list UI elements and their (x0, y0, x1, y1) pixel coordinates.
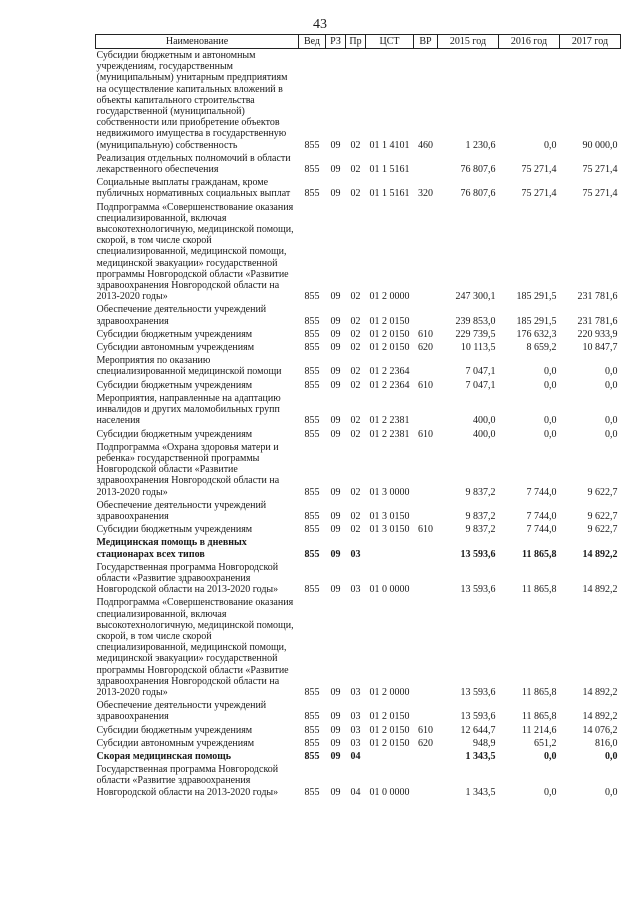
row-rz: 09 (330, 584, 341, 596)
row-value-2017: 14 892,2 (582, 686, 618, 698)
table-row (96, 392, 621, 428)
row-value-2016: 11 214,6 (521, 724, 557, 736)
row-value-2017: 14 892,2 (582, 584, 618, 596)
table-row (96, 303, 621, 327)
row-value-2017: 0,0 (605, 366, 618, 378)
row-ved: 855 (304, 486, 320, 498)
header-rz: РЗ (326, 35, 346, 49)
row-ved: 855 (304, 724, 320, 736)
row-pr: 02 (350, 366, 361, 378)
row-cst: 01 1 5161 (369, 164, 410, 176)
table-row (96, 441, 621, 499)
row-vr (414, 152, 438, 176)
header-pr: Пр (346, 35, 366, 49)
row-pr: 02 (350, 164, 361, 176)
row-cst: 01 3 0150 (369, 524, 410, 536)
row-pr: 02 (350, 291, 361, 303)
row-ved: 855 (304, 315, 320, 327)
row-value-2016: 7 744,0 (526, 486, 557, 498)
table-row (96, 341, 621, 354)
row-vr (414, 303, 438, 327)
row-pr: 03 (350, 548, 361, 560)
row-ved: 855 (304, 510, 320, 522)
row-cst: 01 0 0000 (369, 584, 410, 596)
row-value-2016: 0,0 (544, 379, 557, 391)
row-value-2015: 948,9 (473, 737, 496, 749)
header-cst: ЦСТ (366, 35, 414, 49)
row-rz: 09 (330, 291, 341, 303)
table-body (96, 49, 621, 799)
table-row (96, 201, 621, 304)
table-row (96, 561, 621, 597)
row-cst: 01 2 0150 (369, 737, 410, 749)
row-value-2015: 13 593,6 (460, 548, 496, 560)
row-pr: 02 (350, 415, 361, 427)
row-name: Субсидии бюджетным учреждениям (96, 724, 253, 736)
row-pr: 02 (350, 188, 361, 200)
row-value-2017: 231 781,6 (577, 315, 618, 327)
row-name: Подпрограмма «Охрана здоровья матери и ребенка» государственной программы Новгородской области «Развитие здравоохранения Новгородской области на 2013-2020 годы» (96, 441, 280, 498)
row-rz: 09 (330, 686, 341, 698)
row-value-2017: 816,0 (595, 737, 618, 749)
row-value-2015: 76 807,6 (460, 188, 496, 200)
row-cst: 01 2 2381 (369, 415, 410, 427)
row-rz: 09 (330, 524, 341, 536)
header-2016: 2016 год (499, 35, 560, 49)
row-name: Подпрограмма «Совершенствование оказания специализированной, включая высокотехнологичную, медицинской помощи, скорой, в том числе скорой специализированной, медицинской помощи, медицинской эвакуации» государственной программы Новгородской области «Развитие здравоохранения Новгородской области на 2013-2020 годы» (96, 597, 294, 698)
row-value-2017: 0,0 (605, 750, 618, 762)
row-value-2015: 239 853,0 (455, 315, 496, 327)
page-number: 43 (313, 17, 327, 32)
row-vr (414, 750, 438, 763)
header-2015: 2015 год (438, 35, 499, 49)
row-value-2016: 8 659,2 (526, 342, 557, 354)
row-value-2016: 651,2 (534, 737, 557, 749)
row-value-2015: 400,0 (473, 415, 496, 427)
row-name: Реализация отдельных полномочий в области лекарственного обеспечения (96, 152, 291, 176)
table-row (96, 596, 621, 699)
row-value-2017: 220 933,9 (577, 328, 618, 340)
row-value-2016: 0,0 (544, 786, 557, 798)
row-ved: 855 (304, 415, 320, 427)
table-row (96, 750, 621, 763)
row-rz: 09 (330, 328, 341, 340)
row-name: Обеспечение деятельности учреждений здравоохранения (96, 499, 267, 522)
row-vr: 610 (418, 428, 433, 440)
row-ved: 855 (304, 786, 320, 798)
row-value-2017: 0,0 (605, 428, 618, 440)
row-cst (366, 750, 414, 763)
table-row (96, 379, 621, 392)
row-vr: 620 (418, 737, 433, 749)
row-cst: 01 3 0150 (369, 510, 410, 522)
row-pr: 02 (350, 486, 361, 498)
row-value-2016: 11 865,8 (521, 584, 557, 596)
row-cst (366, 536, 414, 560)
row-name: Субсидии автономным учреждениям (96, 737, 255, 749)
row-rz: 09 (330, 342, 341, 354)
row-name: Субсидии бюджетным учреждениям (96, 379, 253, 391)
table-row (96, 354, 621, 378)
row-name: Обеспечение деятельности учреждений здравоохранения (96, 700, 267, 723)
row-ved: 855 (304, 711, 320, 723)
row-value-2015: 7 047,1 (465, 366, 496, 378)
row-value-2017: 9 622,7 (587, 524, 618, 536)
header-vr: ВР (414, 35, 438, 49)
row-value-2016: 7 744,0 (526, 524, 557, 536)
row-pr: 03 (350, 584, 361, 596)
table-row (96, 763, 621, 799)
row-rz: 09 (330, 548, 341, 560)
row-value-2017: 75 271,4 (582, 188, 618, 200)
row-name: Государственная программа Новгородской области «Развитие здравоохранения Новгородской области на 2013-2020 годы» (96, 561, 279, 596)
row-value-2015: 76 807,6 (460, 164, 496, 176)
row-cst: 01 3 0000 (369, 486, 410, 498)
table-row (96, 49, 621, 152)
header-2017: 2017 год (560, 35, 621, 49)
row-pr: 02 (350, 379, 361, 391)
row-rz: 09 (330, 415, 341, 427)
budget-table (95, 34, 621, 799)
row-value-2015: 13 593,6 (460, 584, 496, 596)
row-rz: 09 (330, 510, 341, 522)
row-value-2015: 400,0 (473, 428, 496, 440)
row-value-2017: 10 847,7 (582, 342, 618, 354)
row-value-2015: 9 837,2 (465, 524, 496, 536)
row-pr: 02 (350, 315, 361, 327)
row-vr (414, 441, 438, 499)
row-name: Государственная программа Новгородской области «Развитие здравоохранения Новгородской области на 2013-2020 годы» (96, 764, 279, 798)
row-vr: 610 (418, 328, 433, 340)
row-pr: 02 (350, 524, 361, 536)
row-pr: 02 (350, 342, 361, 354)
row-vr (414, 763, 438, 799)
row-name: Медицинская помощь в дневных стационарах всех типов (96, 537, 247, 560)
row-vr: 620 (418, 342, 433, 354)
row-pr: 02 (350, 139, 361, 151)
table-row (96, 523, 621, 536)
row-rz: 09 (330, 486, 341, 498)
row-rz: 09 (330, 737, 341, 749)
row-value-2015: 229 739,5 (455, 328, 496, 340)
row-ved: 855 (304, 188, 320, 200)
row-ved: 855 (304, 328, 320, 340)
row-value-2016: 176 632,3 (516, 328, 557, 340)
row-rz: 09 (330, 379, 341, 391)
table-row (96, 499, 621, 523)
row-rz: 09 (330, 750, 341, 762)
row-cst: 01 1 5161 (369, 188, 410, 200)
row-ved: 855 (304, 164, 320, 176)
row-name: Обеспечение деятельности учреждений здравоохранения (96, 304, 267, 327)
row-vr (414, 392, 438, 428)
row-pr: 04 (350, 786, 361, 798)
row-name: Мероприятия, направленные на адаптацию инвалидов и других маломобильных групп населения (96, 392, 281, 427)
row-name: Субсидии бюджетным учреждениям (96, 524, 253, 536)
row-value-2016: 75 271,4 (521, 164, 557, 176)
row-value-2015: 9 837,2 (465, 510, 496, 522)
row-name: Субсидии бюджетным учреждениям (96, 328, 253, 340)
row-cst: 01 2 0000 (369, 686, 410, 698)
table-row (96, 536, 621, 560)
row-vr (414, 561, 438, 597)
row-ved: 855 (304, 342, 320, 354)
row-name: Субсидии автономным учреждениям (96, 342, 255, 354)
row-rz: 09 (330, 164, 341, 176)
row-ved: 855 (304, 139, 320, 151)
row-vr (414, 699, 438, 723)
row-name: Субсидии бюджетным и автономным учреждениям, государственным (муниципальным) унитарным предприятиям на осуществление капитальных вложений в объекты капитального строительства государственной (муниципальной) собственности или приобретение объектов недвижимого имущества в государственную (муниципальную) собственность (96, 50, 288, 151)
row-vr (414, 536, 438, 560)
row-pr: 02 (350, 510, 361, 522)
table-row (96, 724, 621, 737)
row-vr: 610 (418, 724, 433, 736)
table-row (96, 328, 621, 341)
row-vr (414, 499, 438, 523)
row-value-2016: 0,0 (544, 428, 557, 440)
table-row (96, 176, 621, 200)
row-vr (414, 596, 438, 699)
row-rz: 09 (330, 315, 341, 327)
row-pr: 02 (350, 328, 361, 340)
row-value-2016: 185 291,5 (516, 315, 557, 327)
row-value-2017: 90 000,0 (582, 139, 618, 151)
row-ved: 855 (304, 428, 320, 440)
row-pr: 04 (350, 750, 361, 762)
row-cst: 01 2 0150 (369, 711, 410, 723)
row-value-2015: 9 837,2 (465, 486, 496, 498)
row-rz: 09 (330, 139, 341, 151)
row-value-2015: 13 593,6 (460, 711, 496, 723)
row-pr: 03 (350, 724, 361, 736)
table-header-row (96, 35, 621, 49)
row-vr: 460 (418, 139, 433, 151)
row-cst: 01 2 0150 (369, 724, 410, 736)
row-cst: 01 2 2364 (369, 366, 410, 378)
row-pr: 03 (350, 686, 361, 698)
row-value-2015: 13 593,6 (460, 686, 496, 698)
row-vr: 610 (418, 524, 433, 536)
row-value-2016: 7 744,0 (526, 510, 557, 522)
row-cst: 01 0 0000 (369, 786, 410, 798)
table-row (96, 699, 621, 723)
row-rz: 09 (330, 711, 341, 723)
row-value-2017: 0,0 (605, 379, 618, 391)
row-value-2017: 75 271,4 (582, 164, 618, 176)
row-value-2015: 7 047,1 (465, 379, 496, 391)
row-rz: 09 (330, 724, 341, 736)
row-value-2016: 0,0 (544, 366, 557, 378)
row-ved: 855 (304, 584, 320, 596)
row-name: Социальные выплаты гражданам, кроме публичных нормативных социальных выплат (96, 177, 291, 200)
row-ved: 855 (304, 750, 320, 762)
row-vr: 320 (418, 188, 433, 200)
row-vr (414, 201, 438, 304)
row-rz: 09 (330, 428, 341, 440)
row-ved: 855 (304, 548, 320, 560)
row-cst: 01 2 0150 (369, 328, 410, 340)
row-value-2016: 11 865,8 (521, 711, 557, 723)
row-cst: 01 2 0150 (369, 342, 410, 354)
row-cst: 01 1 4101 (369, 139, 410, 151)
row-value-2015: 12 644,7 (460, 724, 496, 736)
row-value-2016: 75 271,4 (521, 188, 557, 200)
table-row (96, 152, 621, 176)
row-value-2017: 0,0 (605, 786, 618, 798)
row-value-2016: 0,0 (544, 415, 557, 427)
row-value-2016: 0,0 (544, 139, 557, 151)
row-ved: 855 (304, 737, 320, 749)
row-vr (414, 354, 438, 378)
row-pr: 03 (350, 737, 361, 749)
row-value-2017: 14 892,2 (582, 711, 618, 723)
table-row (96, 737, 621, 750)
row-ved: 855 (304, 291, 320, 303)
row-ved: 855 (304, 379, 320, 391)
row-pr: 03 (350, 711, 361, 723)
header-name: Наименование (96, 35, 299, 49)
row-value-2016: 11 865,8 (522, 548, 557, 560)
row-cst: 01 2 0150 (369, 315, 410, 327)
row-ved: 855 (304, 686, 320, 698)
row-value-2016: 0,0 (544, 750, 557, 762)
row-rz: 09 (330, 188, 341, 200)
table-row (96, 428, 621, 441)
row-vr: 610 (418, 379, 433, 391)
row-name: Подпрограмма «Совершенствование оказания специализированной, включая высокотехнологичную, медицинской помощи, скорой, в том числе скорой специализированной, медицинской помощи, медицинской эвакуации» государственной программы Новгородской области «Развитие здравоохранения Новгородской области на 2013-2020 годы» (96, 201, 294, 303)
row-ved: 855 (304, 524, 320, 536)
row-value-2017: 9 622,7 (587, 486, 618, 498)
row-value-2017: 14 076,2 (582, 724, 618, 736)
row-value-2017: 0,0 (605, 415, 618, 427)
row-value-2017: 231 781,6 (577, 291, 618, 303)
row-name: Скорая медицинская помощь (96, 750, 231, 762)
row-value-2015: 1 343,5 (465, 786, 496, 798)
row-rz: 09 (330, 786, 341, 798)
row-cst: 01 2 2364 (369, 379, 410, 391)
row-name: Мероприятия по оказанию специализированной медицинской помощи (96, 355, 282, 378)
header-ved: Вед (299, 35, 326, 49)
row-cst: 01 2 2381 (369, 428, 410, 440)
row-value-2016: 11 865,8 (521, 686, 557, 698)
row-value-2016: 185 291,5 (516, 291, 557, 303)
row-value-2015: 10 113,5 (460, 342, 496, 354)
row-rz: 09 (330, 366, 341, 378)
row-value-2017: 9 622,7 (587, 510, 618, 522)
row-cst: 01 2 0000 (369, 291, 410, 303)
row-ved: 855 (304, 366, 320, 378)
row-name: Субсидии бюджетным учреждениям (96, 428, 253, 440)
row-value-2015: 1 343,5 (465, 750, 496, 762)
row-value-2017: 14 892,2 (582, 548, 618, 560)
row-value-2015: 247 300,1 (455, 291, 496, 303)
row-pr: 02 (350, 428, 361, 440)
row-value-2015: 1 230,6 (465, 139, 496, 151)
